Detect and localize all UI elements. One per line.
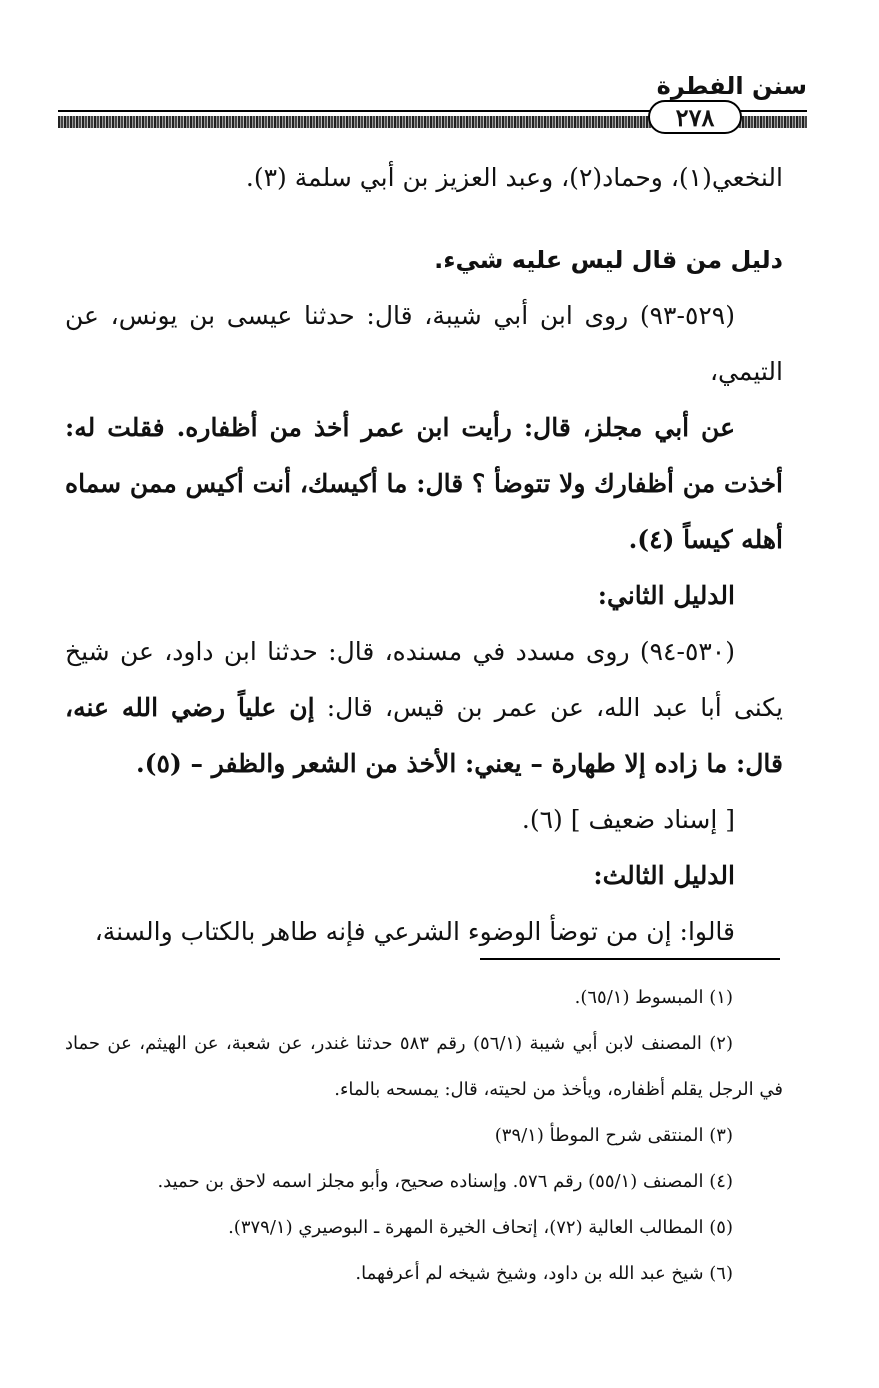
page-header xyxy=(58,72,807,136)
hadith-529: (٥٢٩-٩٣) روى ابن أبي شيبة، قال: حدثنا عيسى بن يونس، عن التيمي، xyxy=(65,301,783,386)
hadith-530 xyxy=(65,624,783,792)
footnote-4: (٤) المصنف (٥٥/١) رقم ٥٧٦. وإسناده صحيح، وأبو مجلز اسمه لاحق بن حميد. xyxy=(157,1171,733,1192)
evidence-2-heading: الدليل الثاني: xyxy=(597,581,735,610)
footnote-2: (٢) المصنف لابن أبي شيبة (٥٦/١) رقم ٥٨٣ حدثنا غندر، عن شعبة، عن الهيثم، عن حماد في الرجل يقلم أظفاره، ويأخذ من لحيته، قال: يمسحه بالماء. xyxy=(65,1033,783,1100)
evidence-3-heading: الدليل الثالث: xyxy=(593,861,735,890)
running-title: سنن الفطرة xyxy=(656,72,807,100)
footnote-separator xyxy=(480,958,780,960)
footnote-5: (٥) المطالب العالية (٧٢)، إتحاف الخيرة المهرة ـ البوصيري (٣٧٩/١). xyxy=(228,1217,733,1238)
page-number: ٢٧٨ xyxy=(648,100,742,134)
footnote-1: (١) المبسوط (٦٥/١). xyxy=(574,987,733,1008)
hadith-530-matn: إن علياً رضي الله عنه، قال: ما زاده إلا طهارة – يعني: الأخذ من الشعر والظفر – (٥). xyxy=(65,693,783,778)
hadith-530-isnad: (٥٣٠-٩٤) روى مسدد في مسنده، قال: حدثنا ابن داود، عن شيخ يكنى أبا عبد الله، عن عمر بن قيس، قال: xyxy=(65,637,784,722)
hadith-529-matn: عن أبي مجلز، قال: رأيت ابن عمر أخذ من أظفاره. فقلت له: أخذت من أظفارك ولا تتوضأ ؟ قال: ما أكيسك، أنت أكيس ممن سماه أهله كيساً (٤). xyxy=(65,413,783,554)
footnote-3: (٣) المنتقى شرح الموطأ (٣٩/١) xyxy=(494,1125,733,1146)
grading-note: [ إسناد ضعيف ] (٦). xyxy=(521,805,735,834)
spacer xyxy=(65,206,783,232)
footnotes xyxy=(65,975,783,1297)
main-text xyxy=(65,150,783,960)
section-heading: دليل من قال ليس عليه شيء. xyxy=(434,246,783,274)
text-line-continuation: النخعي(١)، وحماد(٢)، وعبد العزيز بن أبي سلمة (٣). xyxy=(245,163,783,192)
footnote-6: (٦) شيخ عبد الله بن داود، وشيخ شيخه لم أعرفهما. xyxy=(355,1263,733,1284)
evidence-3-text: قالوا: إن من توضأ الوضوء الشرعي فإنه طاهر بالكتاب والسنة، xyxy=(94,917,735,946)
